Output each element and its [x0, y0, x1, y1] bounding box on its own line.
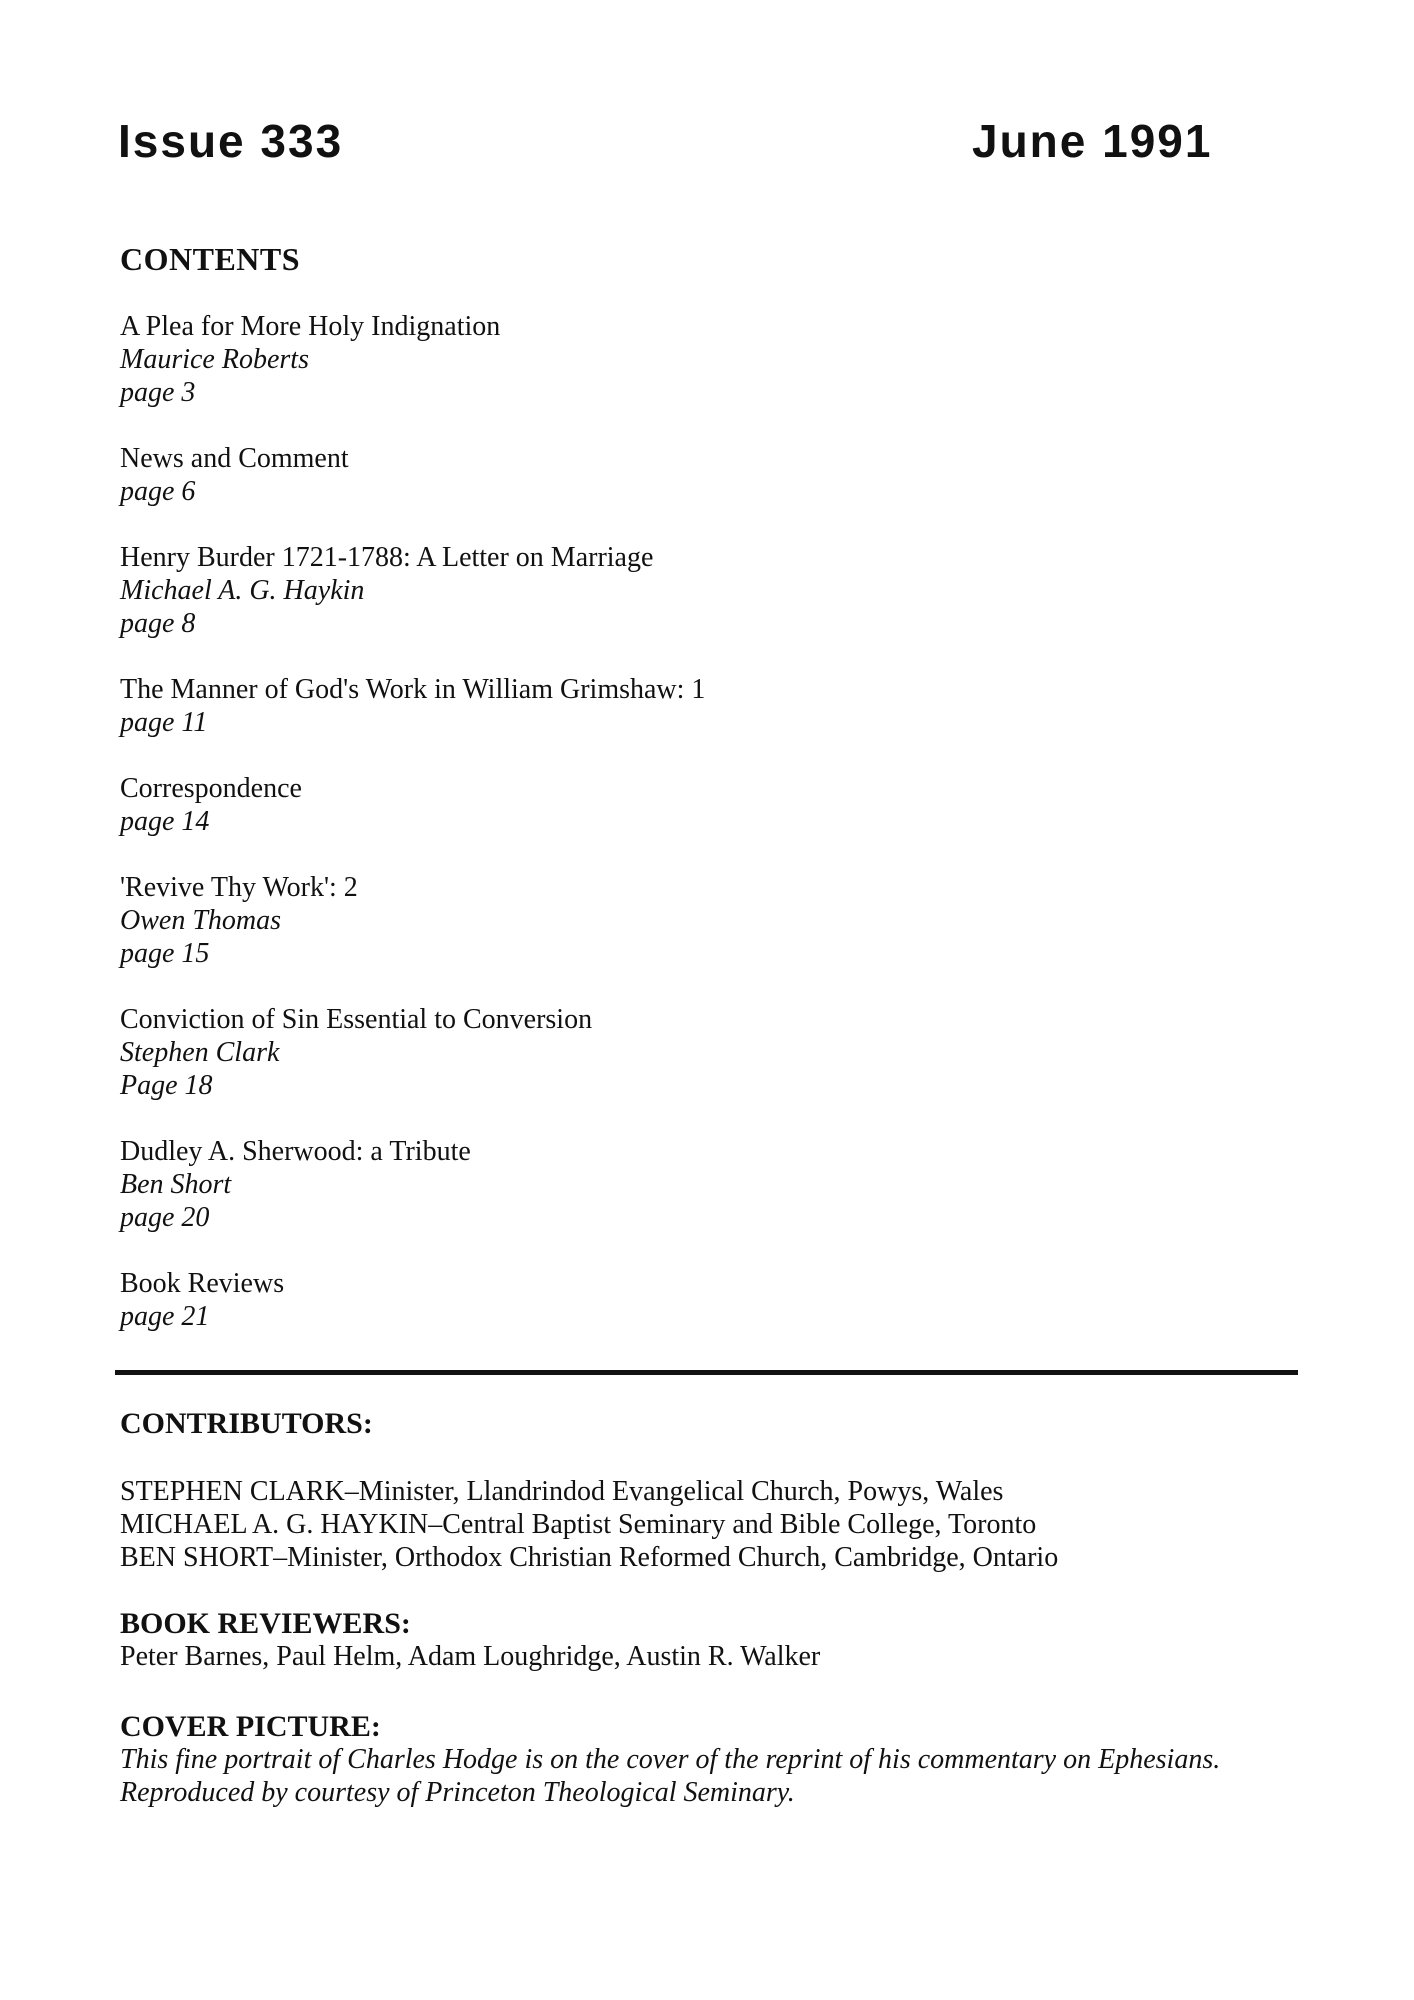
toc-entry-author: Ben Short — [120, 1169, 232, 1200]
toc-entry-title: A Plea for More Holy Indignation — [120, 311, 501, 342]
toc-entry — [120, 871, 1220, 970]
contributor-line: STEPHEN CLARK–Minister, Llandrindod Evangelical Church, Powys, Wales — [120, 1476, 1004, 1507]
toc-entry — [120, 1135, 1220, 1234]
book-reviewers-section — [120, 1607, 820, 1673]
contributor-line: BEN SHORT–Minister, Orthodox Christian Reformed Church, Cambridge, Ontario — [120, 1542, 1059, 1573]
toc-entry-title: News and Comment — [120, 443, 349, 474]
contributors-heading: CONTRIBUTORS: — [120, 1407, 373, 1440]
toc-entry-author: Michael A. G. Haykin — [120, 575, 365, 606]
toc-entry-page: page 14 — [120, 806, 210, 837]
contents-heading: CONTENTS — [120, 241, 301, 277]
toc-entry — [120, 1267, 1220, 1333]
toc-entry-title: 'Revive Thy Work': 2 — [120, 872, 358, 903]
horizontal-rule — [115, 1370, 1298, 1375]
issue-number: Issue 333 — [118, 115, 344, 167]
contributors-list — [120, 1475, 1058, 1574]
toc-entry — [120, 541, 1220, 640]
toc-entry-page: page 15 — [120, 938, 210, 969]
toc-entry-page: page 6 — [120, 476, 196, 507]
cover-picture-section — [120, 1710, 1220, 1809]
toc-entry-page: page 3 — [120, 377, 196, 408]
toc-entry-title: Dudley A. Sherwood: a Tribute — [120, 1136, 471, 1167]
toc-entry-page: page 21 — [120, 1301, 210, 1332]
toc-entry-page: Page 18 — [120, 1070, 213, 1101]
toc-entry — [120, 1003, 1220, 1102]
toc-entry-title: Henry Burder 1721-1788: A Letter on Marriage — [120, 542, 654, 573]
book-reviewers-heading: BOOK REVIEWERS: — [120, 1607, 411, 1640]
toc-entry-title: Conviction of Sin Essential to Conversion — [120, 1004, 593, 1035]
toc-entry-author: Maurice Roberts — [120, 344, 309, 375]
toc-entry — [120, 772, 1220, 838]
toc-entry-page: page 11 — [120, 707, 208, 738]
toc-entry-title: Book Reviews — [120, 1268, 285, 1299]
toc-entry-page: page 20 — [120, 1202, 210, 1233]
toc-entry — [120, 442, 1220, 508]
toc-entry-title: Correspondence — [120, 773, 302, 804]
toc-entry-author: Stephen Clark — [120, 1037, 280, 1068]
cover-picture-heading: COVER PICTURE: — [120, 1710, 381, 1743]
toc-entry — [120, 310, 1220, 409]
toc-entry — [120, 673, 1220, 739]
toc-entry-author: Owen Thomas — [120, 905, 282, 936]
cover-picture-caption-line: Reproduced by courtesy of Princeton Theological Seminary. — [120, 1777, 795, 1808]
toc-entry-title: The Manner of God's Work in William Grimshaw: 1 — [120, 674, 706, 705]
cover-picture-caption-line: This fine portrait of Charles Hodge is on the cover of the reprint of his commentary on Ephesians. — [120, 1744, 1221, 1775]
contributor-line: MICHAEL A. G. HAYKIN–Central Baptist Seminary and Bible College, Toronto — [120, 1509, 1037, 1540]
issue-date: June 1991 — [972, 115, 1213, 167]
table-of-contents — [120, 310, 1220, 1366]
toc-entry-page: page 8 — [120, 608, 196, 639]
book-reviewers-names: Peter Barnes, Paul Helm, Adam Loughridge, Austin R. Walker — [120, 1641, 821, 1672]
